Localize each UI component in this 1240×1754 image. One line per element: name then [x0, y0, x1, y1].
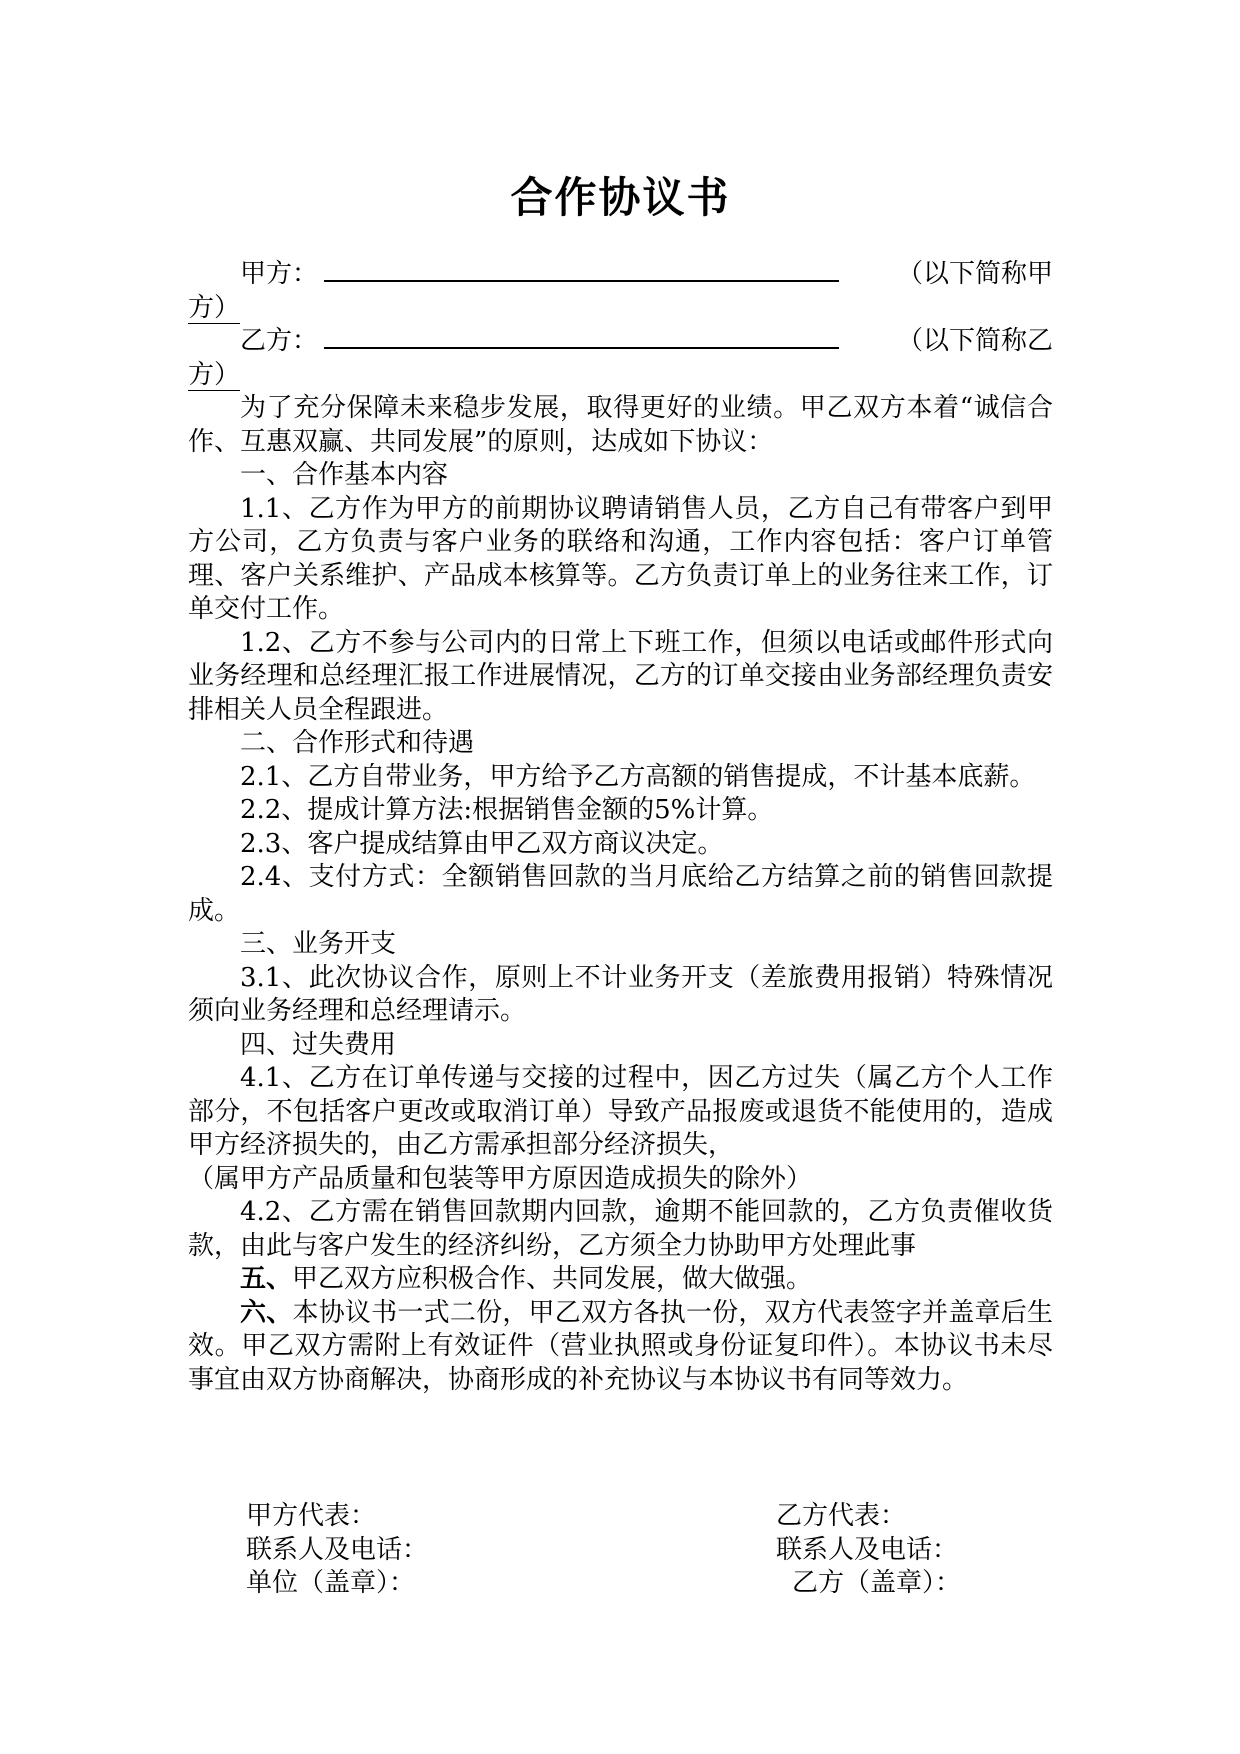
- party-b-signature: [776, 1500, 961, 1601]
- party-b-contact: 联系人及电话：: [776, 1534, 959, 1565]
- party-a-signature: [246, 1500, 428, 1601]
- clause-6-text: 本协议书一式二份，甲乙双方各执一份，双方代表签字并盖章后生效。甲乙双方需附上有效证件（营业执照或身份证复印件）。本协议书未尽事宜由双方协商解决，协商形成的补充协议与本协议书有同等效力。: [188, 1297, 1053, 1395]
- party-a-blank: [324, 258, 839, 282]
- document-title: 合作协议书: [510, 173, 731, 222]
- section-heading-2: 二、合作形式和待遇: [240, 728, 475, 758]
- party-b-representative: 乙方代表：: [776, 1501, 907, 1531]
- party-b-suffix: （以下简称乙: [896, 326, 1053, 356]
- party-a-line: [188, 258, 1053, 325]
- clause-5-text: 甲乙双方应积极合作、共同发展，做大做强。: [292, 1264, 813, 1294]
- document-body: [188, 258, 1053, 1397]
- clause-3-1: 3.1、此次协议合作，原则上不计业务开支（差旅费用报销）特殊情况须向业务经理和总经理请示。: [188, 962, 1053, 1026]
- party-b-label: 乙方：: [240, 326, 319, 356]
- clause-6-heading: 六、: [240, 1297, 293, 1328]
- intro-paragraph: 为了充分保障未来稳步发展，取得更好的业绩。甲乙双方本着“诚信合作、互惠双赢、共同发展”的原则，达成如下协议：: [188, 393, 1053, 457]
- clause-4-1-note: （属甲方产品质量和包装等甲方原因造成损失的除外）: [188, 1163, 813, 1194]
- party-b-blank: [324, 325, 839, 349]
- section-heading-3: 三、业务开支: [240, 929, 397, 959]
- section-heading-1: 一、合作基本内容: [240, 460, 449, 490]
- party-a-suffix: （以下简称甲: [896, 259, 1053, 289]
- clause-1-1: 1.1、乙方作为甲方的前期协议聘请销售人员，乙方自己有带客户到甲方公司，乙方负责与客户业务的联络和沟通，工作内容包括：客户订单管理、客户关系维护、产品成本核算等。乙方负责订单上的业务往来工作，订单交付工作。: [188, 493, 1053, 624]
- party-b-line: [188, 325, 1053, 392]
- party-a-seal: 单位（盖章）：: [246, 1568, 416, 1598]
- clause-5-heading: 五、: [240, 1264, 293, 1294]
- clause-6: [188, 1297, 1053, 1398]
- party-b-seal: 乙方（盖章）：: [792, 1568, 962, 1598]
- clause-2-2: 2.2、提成计算方法:根据销售金额的5%计算。: [240, 795, 774, 825]
- party-a-label: 甲方：: [240, 259, 319, 289]
- party-b-wrap: 方）: [188, 359, 241, 390]
- clause-2-3: 2.3、客户提成结算由甲乙双方商议决定。: [240, 828, 724, 859]
- clause-4-2: 4.2、乙方需在销售回款期内回款，逾期不能回款的，乙方负责催收货款，由此与客户发生的经济纠纷，乙方须全力协助甲方处理此事: [188, 1197, 1053, 1261]
- party-a-contact: 联系人及电话：: [246, 1534, 429, 1565]
- party-a-representative: 甲方代表：: [246, 1501, 377, 1531]
- party-a-wrap: 方）: [188, 292, 241, 323]
- clause-2-4: 2.4、支付方式：全额销售回款的当月底给乙方结算之前的销售回款提成。: [188, 862, 1053, 926]
- section-heading-4: 四、过失费用: [240, 1029, 397, 1060]
- clause-5: [188, 1263, 1053, 1297]
- clause-1-2: 1.2、乙方不参与公司内的日常上下班工作，但须以电话或邮件形式向业务经理和总经理汇报工作进展情况，乙方的订单交接由业务部经理负责安排相关人员全程跟进。: [188, 627, 1053, 725]
- clause-2-1: 2.1、乙方自带业务，甲方给予乙方高额的销售提成，不计基本底薪。: [240, 761, 1036, 792]
- clause-4-1: 4.1、乙方在订单传递与交接的过程中，因乙方过失（属乙方个人工作部分，不包括客户更改或取消订单）导致产品报废或退货不能使用的，造成甲方经济损失的，由乙方需承担部分经济损失，: [188, 1063, 1053, 1160]
